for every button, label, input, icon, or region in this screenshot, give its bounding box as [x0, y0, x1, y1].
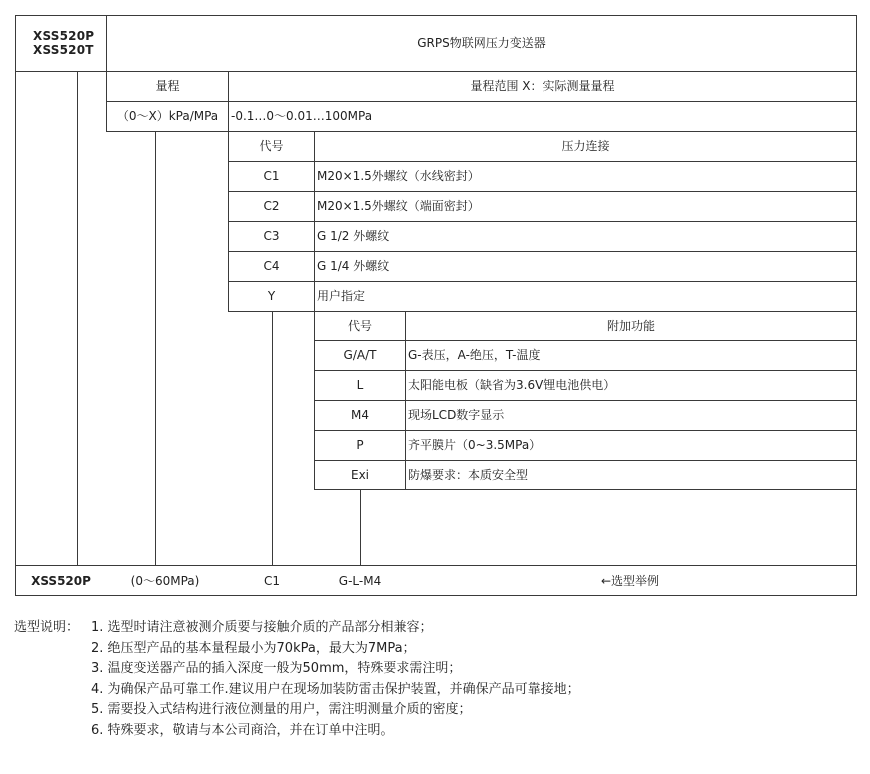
branch-line-conn	[272, 311, 273, 566]
note-item	[14, 618, 864, 639]
branch-line-range	[155, 131, 156, 566]
conn-code-c1: C1	[263, 169, 280, 183]
range-description: 量程范围 X：实际测量量程	[470, 79, 615, 93]
extra-desc-exi: 防爆要求：本质安全型	[408, 467, 529, 482]
conn-code-c3: C3	[263, 229, 280, 243]
table-border-bottom	[15, 595, 857, 596]
note-text-3: 3. 温度变送器产品的插入深度一般为50mm，特殊要求需注明；	[91, 661, 462, 676]
extra-desc-gat: G-表压，A-绝压，T-温度	[408, 348, 541, 362]
conn-desc-y: 用户指定	[317, 289, 366, 303]
extra-code-m4: M4	[351, 408, 369, 422]
conn-code-header: 代号	[259, 139, 284, 153]
extra-code-p: P	[356, 438, 364, 452]
extra-desc-p: 齐平膜片（0~3.5MPa）	[408, 438, 542, 452]
product-title: GRPS物联网压力变送器	[417, 36, 546, 50]
conn-desc-c1: M20×1.5外螺纹（水线密封）	[317, 169, 480, 183]
note-item	[14, 700, 864, 721]
extra-code-header: 代号	[347, 318, 372, 333]
extra-code-l: L	[356, 378, 364, 392]
note-text-1: 1. 选型时请注意被测介质要与接触介质的产品部分相兼容；	[91, 620, 433, 635]
conn-code-y: Y	[267, 289, 276, 303]
model-number	[33, 15, 106, 71]
extra-code-exi: Exi	[350, 467, 370, 482]
notes-prefix: 选型说明：	[14, 620, 80, 635]
note-item	[14, 639, 864, 660]
range-unit: （0～X）kPa/MPa	[116, 109, 219, 123]
example-extra: G-L-M4	[338, 573, 382, 588]
conn-code-c2: C2	[263, 199, 280, 213]
note-item	[14, 659, 864, 680]
extra-desc-m4: 现场LCD数字显示	[408, 408, 505, 422]
note-text-4: 4. 为确保产品可靠工作.建议用户在现场加装防雷击保护装置，并确保产品可靠接地；	[91, 681, 580, 697]
selection-notes	[14, 618, 864, 741]
example-note: ←选型举例	[600, 573, 660, 588]
extra-desc-l: 太阳能电板（缺省为3.6V锂电池供电）	[408, 378, 616, 392]
model-line-2: XSS520T	[33, 43, 94, 57]
table-border-right	[856, 15, 857, 596]
range-value: -0.1…0～0.01…100MPa	[231, 109, 373, 123]
conn-desc-c4: G 1/4 外螺纹	[317, 259, 390, 273]
conn-code-c4: C4	[263, 259, 280, 273]
note-text-5: 5. 需要投入式结构进行液位测量的用户，需注明测量介质的密度；	[91, 702, 472, 717]
example-range: (0～60MPa)	[130, 573, 200, 588]
note-text-6: 6. 特殊要求，敬请与本公司商洽，并在订单中注明。	[91, 722, 394, 738]
range-label: 量程	[155, 79, 180, 93]
note-item	[14, 721, 864, 742]
model-line-1: XSS520P	[33, 29, 95, 43]
note-item	[14, 680, 864, 701]
note-text-2: 2. 绝压型产品的基本量程最小为70kPa，最大为7MPa；	[91, 640, 416, 656]
conn-name-header: 压力连接	[561, 139, 610, 153]
extra-name-header: 附加功能	[606, 318, 655, 333]
extra-code-gat: G/A/T	[343, 348, 377, 362]
table-border-left	[15, 15, 16, 596]
branch-line-extra	[360, 489, 361, 566]
example-connection: C1	[263, 573, 280, 588]
example-model: XSS520P	[31, 573, 91, 588]
rule-extra-exi	[315, 489, 857, 490]
conn-desc-c3: G 1/2 外螺纹	[317, 229, 390, 243]
branch-line-model	[77, 71, 78, 566]
conn-desc-c2: M20×1.5外螺纹（端面密封）	[317, 199, 480, 213]
